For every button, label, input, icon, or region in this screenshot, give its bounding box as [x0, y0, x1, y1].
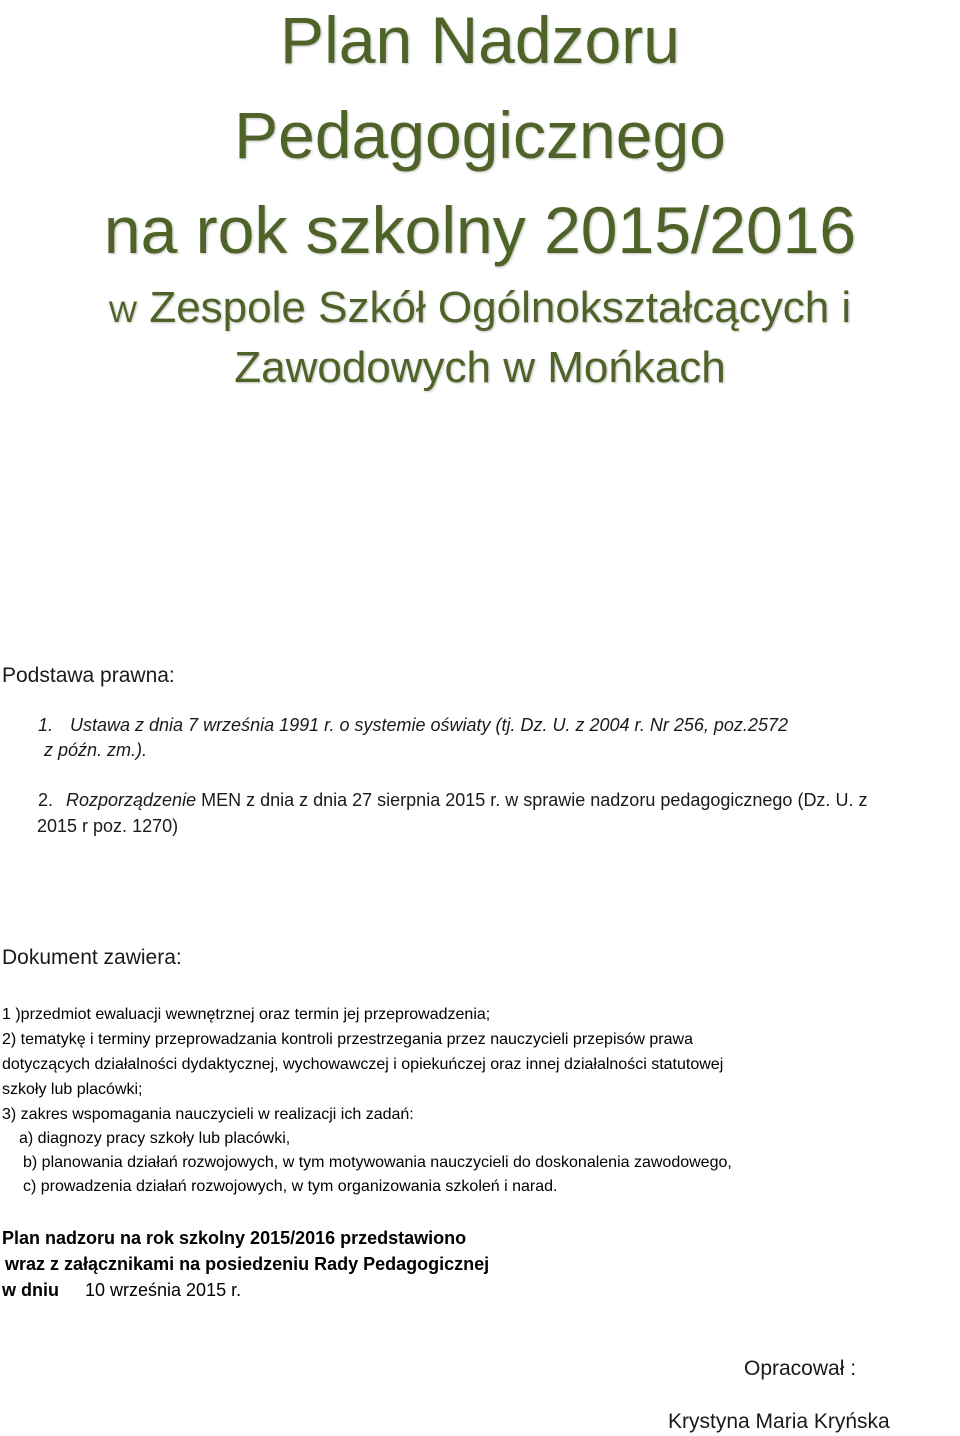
title-line-1: Plan Nadzoru	[280, 3, 680, 77]
contents-line: 2) tematykę i terminy przeprowadzania kontroli przestrzegania przez nauczycieli przepisów prawa	[2, 1031, 693, 1048]
contents-line: szkoły lub placówki;	[2, 1081, 143, 1098]
title-line-4-prefix: W	[108, 296, 138, 329]
title-line-4-text: Zespole Szkół Ogólnokształcących i	[137, 283, 852, 332]
presentation-date-label: w dniu	[2, 1280, 59, 1300]
legal-item-1-text: Ustawa z dnia 7 września 1991 r. o systemie oświaty (tj. Dz. U. z 2004 r. Nr 256, poz.2572	[70, 715, 788, 735]
contents-subitem: a) diagnozy pracy szkoły lub placówki,	[19, 1130, 291, 1147]
legal-basis-heading: Podstawa prawna:	[2, 664, 175, 687]
author-label: Opracował :	[744, 1357, 857, 1380]
legal-item-1-continuation: z późn. zm.).	[44, 740, 148, 760]
legal-item-2-rest: MEN z dnia z dnia 27 sierpnia 2015 r. w sprawie nadzoru pedagogicznego (Dz. U. z	[196, 790, 868, 810]
title-line-4	[0, 283, 960, 333]
title-line-3: na rok szkolny 2015/2016	[103, 193, 857, 267]
legal-item-2-text	[66, 790, 867, 811]
presentation-line-2: wraz z załącznikami na posiedzeniu Rady Pedagogicznej	[5, 1254, 490, 1274]
legal-item-2-continuation: 2015 r poz. 1270)	[37, 816, 179, 836]
author-name: Krystyna Maria Kryńska	[668, 1410, 890, 1433]
document-contents-heading: Dokument zawiera:	[2, 946, 182, 969]
legal-item-2-italic: Rozporządzenie	[66, 790, 197, 810]
legal-item-1-number: 1.	[38, 715, 54, 735]
contents-subitem: c) prowadzenia działań rozwojowych, w tym organizowania szkoleń i narad.	[23, 1178, 558, 1195]
contents-subitem: b) planowania działań rozwojowych, w tym motywowania nauczycieli do doskonalenia zawodowego,	[23, 1154, 732, 1171]
presentation-line-3	[2, 1280, 241, 1301]
contents-line: 1 )przedmiot ewaluacji wewnętrznej oraz termin jej przeprowadzenia;	[2, 1006, 491, 1023]
title-line-5: Zawodowych w Mońkach	[234, 343, 726, 392]
presentation-date: 10 września 2015 r.	[85, 1280, 242, 1300]
contents-line: 3) zakres wspomagania nauczycieli w realizacji ich zadań:	[2, 1106, 414, 1123]
presentation-line-1: Plan nadzoru na rok szkolny 2015/2016 przedstawiono	[2, 1228, 467, 1248]
legal-item-2-number: 2.	[38, 790, 54, 810]
contents-line: dotyczących działalności dydaktycznej, wychowawczej i opiekuńczej oraz innej działalności statutowej	[2, 1056, 724, 1073]
title-line-2: Pedagogicznego	[234, 98, 726, 172]
